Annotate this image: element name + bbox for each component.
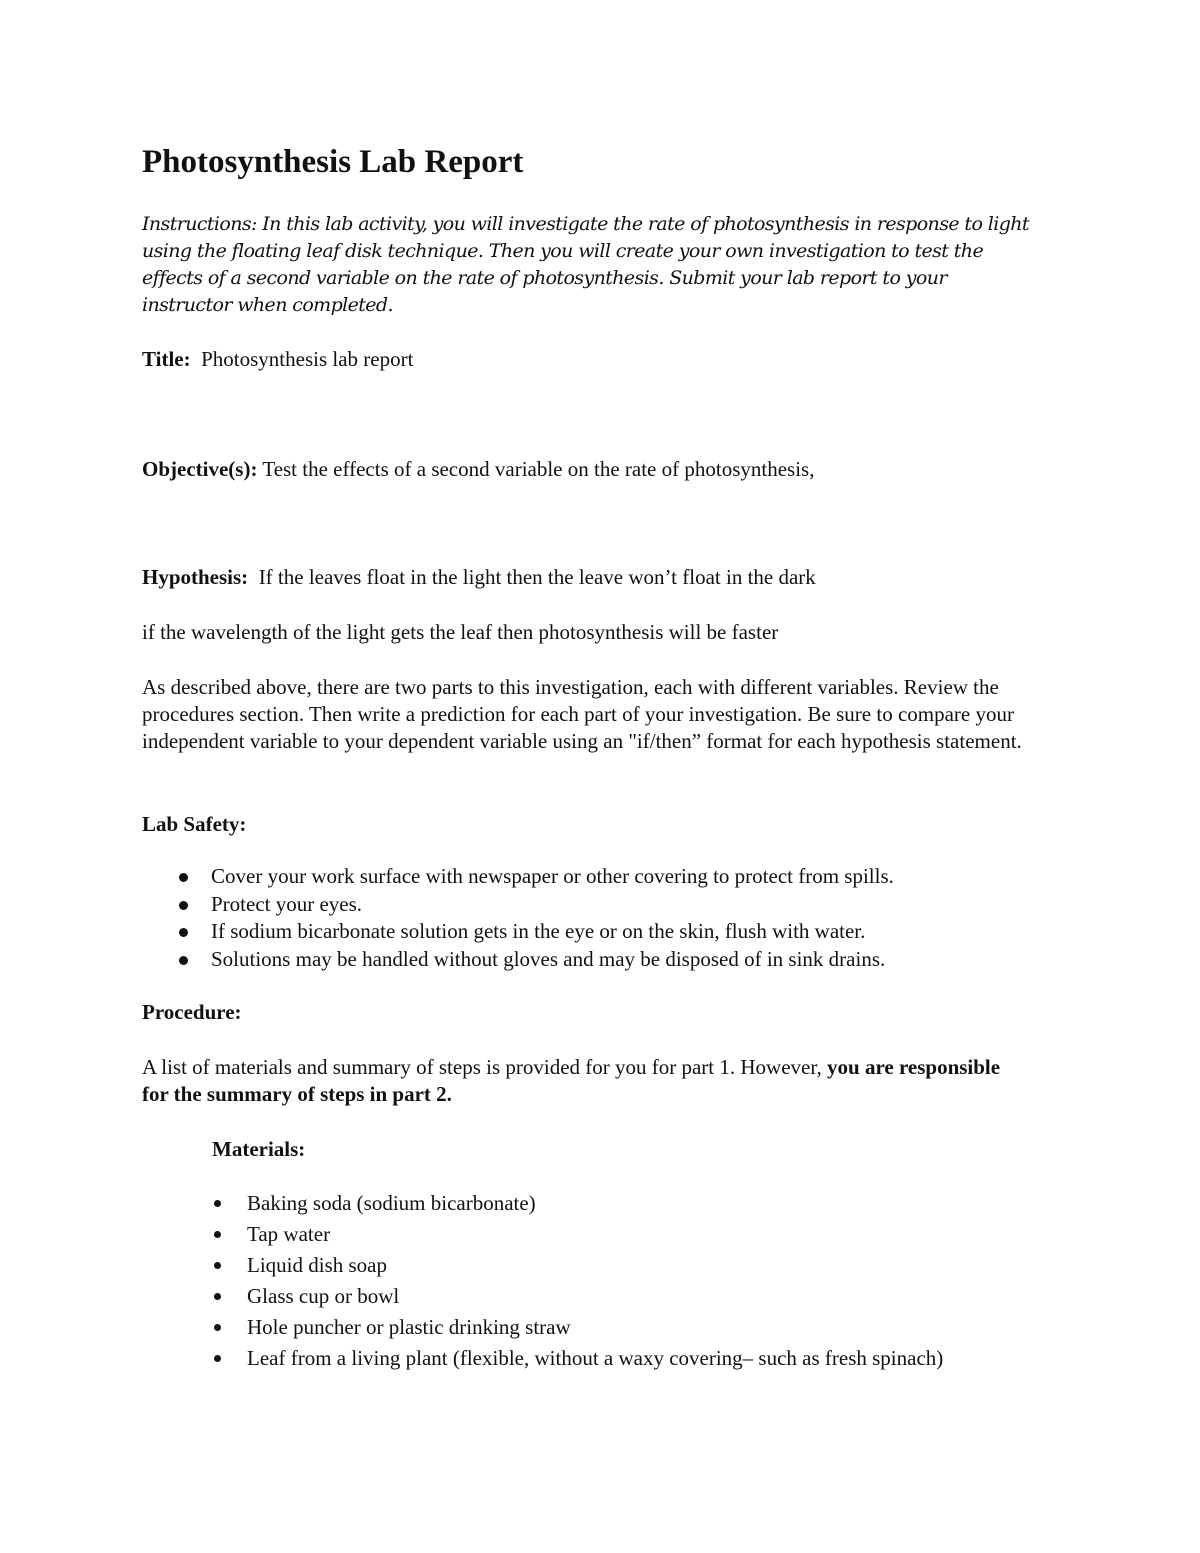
objective-field xyxy=(142,456,814,483)
title-field xyxy=(142,346,413,373)
materials-heading: Materials: xyxy=(212,1137,306,1161)
list-item xyxy=(212,1252,943,1283)
bullet-icon xyxy=(214,1324,221,1331)
list-item xyxy=(142,891,894,919)
lab-safety-heading: Lab Safety: xyxy=(142,812,247,836)
list-item-text: If sodium bicarbonate solution gets in the eye or on the skin, flush with water. xyxy=(211,919,866,943)
procedure-intro xyxy=(142,1054,1012,1108)
list-item xyxy=(212,1314,943,1345)
hypothesis-field xyxy=(142,564,816,591)
list-item-text: Solutions may be handled without gloves and may be disposed of in sink drains. xyxy=(211,946,886,971)
list-item xyxy=(142,863,894,891)
list-item-text: Tap water xyxy=(247,1222,331,1246)
objective-value: Test the effects of a second variable on the rate of photosynthesis, xyxy=(262,457,815,481)
list-item xyxy=(142,918,894,946)
bullet-icon xyxy=(179,956,188,965)
title-field-label: Title: xyxy=(142,347,191,371)
bullet-icon xyxy=(214,1231,221,1238)
bullet-icon xyxy=(179,928,188,937)
bullet-icon xyxy=(179,901,188,910)
instructions-paragraph: Instructions: In this lab activity, you will investigate the rate of photosynthesis in response to light using the floating leaf disk technique. Then you will create your own investigation to test the effects of a second variable on the rate of photosynthesis. Submit your lab report to your instructor when completed. xyxy=(142,213,1029,316)
list-item xyxy=(212,1345,943,1376)
list-item-text: Cover your work surface with newspaper or other covering to protect from spills. xyxy=(211,864,894,888)
bullet-icon xyxy=(179,873,188,882)
list-item-text: Hole puncher or plastic drinking straw xyxy=(247,1315,571,1339)
hypothesis-guidance: As described above, there are two parts to this investigation, each with different variables. Review the procedures section. Then write a prediction for each part of your investigation. Be sure to compare your independent variable to your dependent variable using an "if/then” format for each hypothesis statement. xyxy=(142,675,1022,753)
bullet-icon xyxy=(214,1262,221,1269)
title-field-value: Photosynthesis lab report xyxy=(201,347,414,371)
hypothesis-value: If the leaves float in the light then the leave won’t float in the dark xyxy=(258,565,816,589)
bullet-icon xyxy=(214,1200,221,1207)
list-item-text: Leaf from a living plant (flexible, without a waxy covering– such as fresh spinach) xyxy=(247,1346,944,1370)
document-title: Photosynthesis Lab Report xyxy=(142,144,524,180)
list-item xyxy=(212,1221,943,1252)
objective-label: Objective(s): xyxy=(142,457,258,481)
list-item-text: Protect your eyes. xyxy=(211,891,363,916)
lab-safety-list xyxy=(142,863,894,973)
bullet-icon xyxy=(214,1355,221,1362)
list-item xyxy=(212,1190,943,1221)
list-item xyxy=(212,1283,943,1314)
procedure-heading: Procedure: xyxy=(142,1000,242,1024)
hypothesis-second: if the wavelength of the light gets the leaf then photosynthesis will be faster xyxy=(142,620,779,644)
list-item-text: Glass cup or bowl xyxy=(247,1284,400,1308)
materials-list xyxy=(212,1190,943,1376)
hypothesis-label: Hypothesis: xyxy=(142,565,249,589)
list-item-text: Liquid dish soap xyxy=(247,1253,387,1277)
bullet-icon xyxy=(214,1293,221,1300)
list-item xyxy=(142,946,894,974)
list-item-text: Baking soda (sodium bicarbonate) xyxy=(247,1191,536,1215)
procedure-intro-emphasis: you are responsible for the summary of steps in part 2. xyxy=(142,1055,1001,1106)
procedure-intro-text: A list of materials and summary of steps is provided for you for part 1. However, xyxy=(142,1055,828,1079)
